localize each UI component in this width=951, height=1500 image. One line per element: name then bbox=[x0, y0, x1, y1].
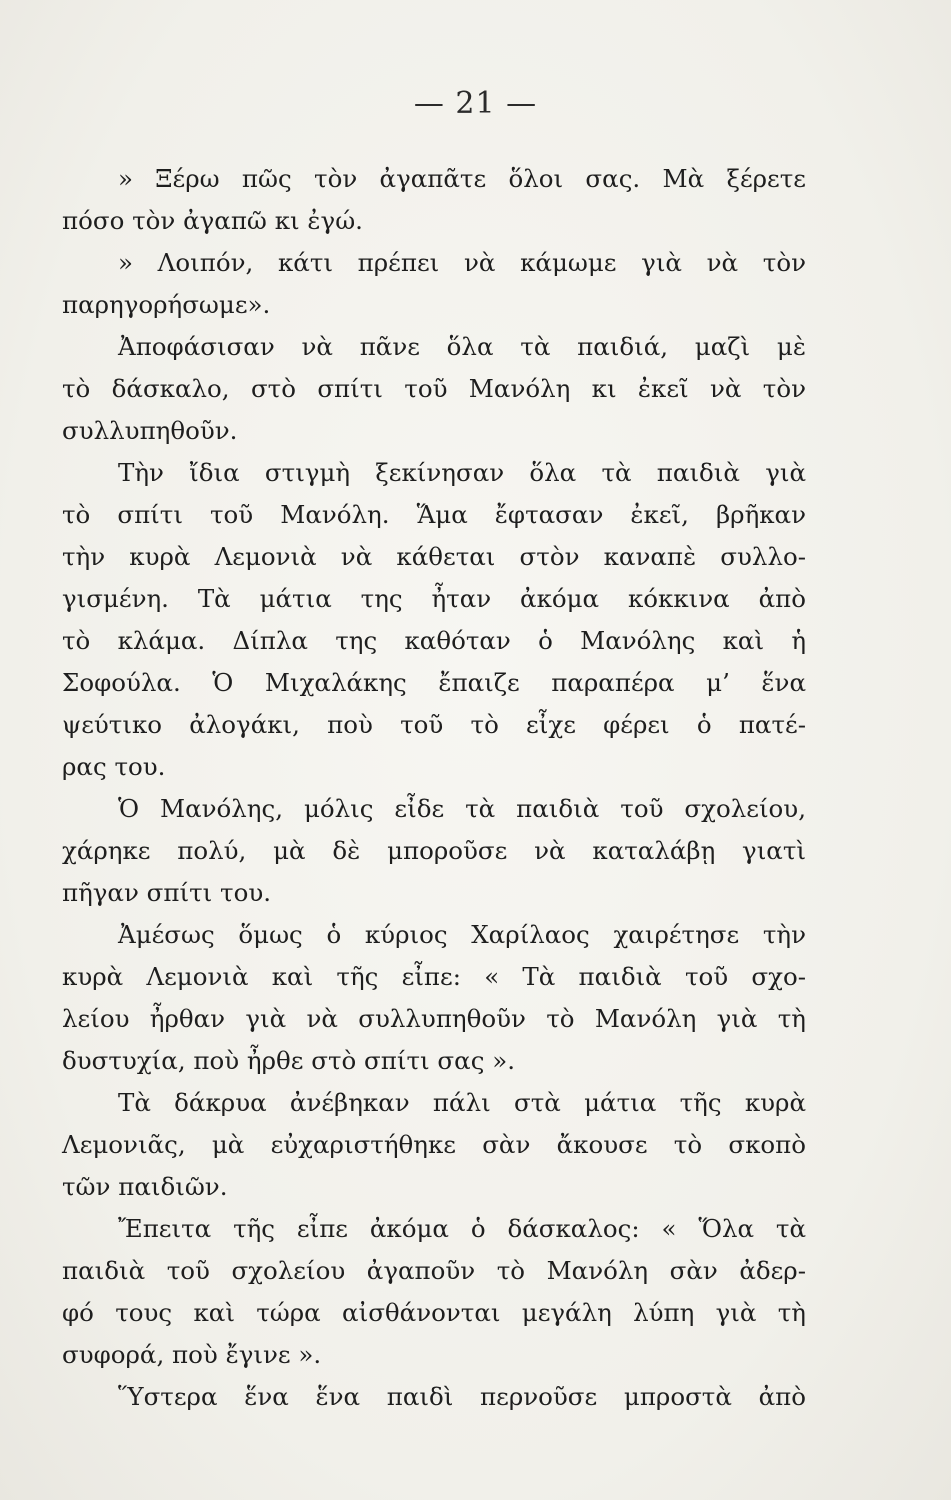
text-line-17: χάρηκε πολύ, μὰ δὲ μποροῦσε νὰ καταλάβῃ γιατὶ bbox=[62, 836, 806, 865]
text-line-8: Τὴν ἴδια στιγμὴ ξεκίνησαν ὅλα τὰ παιδιὰ γιὰ bbox=[118, 458, 806, 487]
text-line-22: δυστυχία, ποὺ ἦρθε στὸ σπίτι σας ». bbox=[62, 1046, 515, 1075]
text-line-28: φό τους καὶ τώρα αἰσθάνονται μεγάλη λύπη γιὰ τὴ bbox=[62, 1298, 806, 1327]
text-line-9: τὸ σπίτι τοῦ Μανόλη. Ἅμα ἔφτασαν ἐκεῖ, βρῆκαν bbox=[62, 500, 806, 529]
text-line-19: Ἀμέσως ὅμως ὁ κύριος Χαρίλαος χαιρέτησε τὴν bbox=[118, 920, 806, 949]
text-line-21: λείου ἦρθαν γιὰ νὰ συλλυπηθοῦν τὸ Μανόλη γιὰ τὴ bbox=[62, 1004, 806, 1033]
text-line-3: » Λοιπόν, κάτι πρέπει νὰ κάμωμε γιὰ νὰ τὸν bbox=[118, 248, 806, 277]
text-line-27: παιδιὰ τοῦ σχολείου ἀγαποῦν τὸ Μανόλη σὰν ἀδερ- bbox=[62, 1256, 806, 1285]
text-line-15: ρας του. bbox=[62, 752, 166, 781]
text-line-29: συφορά, ποὺ ἔγινε ». bbox=[62, 1340, 322, 1369]
text-line-10: τὴν κυρὰ Λεμονιὰ νὰ κάθεται στὸν καναπὲ συλλο- bbox=[62, 542, 806, 571]
text-line-13: Σοφούλα. Ὁ Μιχαλάκης ἔπαιζε παραπέρα μ’ ἕνα bbox=[62, 668, 806, 697]
text-line-2: πόσο τὸν ἀγαπῶ κι ἐγώ. bbox=[62, 206, 363, 235]
text-line-5: Ἀποφάσισαν νὰ πᾶνε ὅλα τὰ παιδιά, μαζὶ μὲ bbox=[118, 332, 806, 361]
text-line-24: Λεμονιᾶς, μὰ εὐχαριστήθηκε σὰν ἄκουσε τὸ σκοπὸ bbox=[62, 1130, 806, 1159]
text-line-26: Ἔπειτα τῆς εἶπε ἀκόμα ὁ δάσκαλος: « Ὅλα τὰ bbox=[118, 1214, 806, 1243]
text-line-4: παρηγορήσωμε». bbox=[62, 290, 271, 319]
text-line-23: Τὰ δάκρυα ἀνέβηκαν πάλι στὰ μάτια τῆς κυρὰ bbox=[118, 1088, 806, 1117]
text-line-1: » Ξέρω πῶς τὸν ἀγαπᾶτε ὅλοι σας. Μὰ ξέρετε bbox=[118, 164, 806, 193]
text-line-25: τῶν παιδιῶν. bbox=[62, 1172, 228, 1201]
text-line-18: πῆγαν σπίτι του. bbox=[62, 878, 272, 907]
page-number: — 21 — bbox=[413, 86, 538, 121]
text-line-6: τὸ δάσκαλο, στὸ σπίτι τοῦ Μανόλη κι ἐκεῖ νὰ τὸν bbox=[62, 374, 806, 403]
text-line-11: γισμένη. Τὰ μάτια της ἦταν ἀκόμα κόκκινα ἀπὸ bbox=[62, 584, 806, 613]
text-line-16: Ὁ Μανόλης, μόλις εἶδε τὰ παιδιὰ τοῦ σχολείου, bbox=[118, 794, 806, 823]
text-line-12: τὸ κλάμα. Δίπλα της καθόταν ὁ Μανόλης καὶ ἡ bbox=[62, 626, 806, 655]
text-line-14: ψεύτικο ἀλογάκι, ποὺ τοῦ τὸ εἶχε φέρει ὁ πατέ- bbox=[62, 710, 806, 739]
text-line-20: κυρὰ Λεμονιὰ καὶ τῆς εἶπε: « Τὰ παιδιὰ τοῦ σχο- bbox=[62, 962, 806, 991]
text-line-7: συλλυπηθοῦν. bbox=[62, 416, 238, 445]
text-line-30: Ὕστερα ἕνα ἕνα παιδὶ περνοῦσε μπροστὰ ἀπὸ bbox=[118, 1382, 806, 1411]
